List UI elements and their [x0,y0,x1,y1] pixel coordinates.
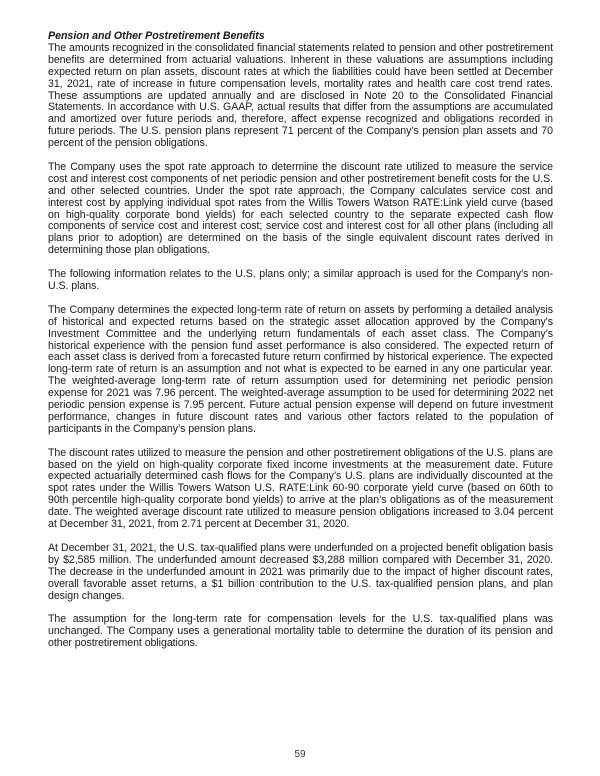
paragraph-underfunded-status: At December 31, 2021, the U.S. tax-qualified plans were underfunded on a projected benefit obligation basis by $2,585 million. The underfunded amount decreased $3,288 million compared with December 31, 2020. The decrease in the underfunded amount in 2021 was primarily due to the impact of higher discount rates, overall favorable asset returns, a $1 billion contribution to the U.S. tax-qualified pension plans, and plan design changes. [48,541,553,602]
page-number: 59 [294,749,306,760]
paragraph-spot-rate-approach: The Company uses the spot rate approach to determine the discount rate utilized to measure the service cost and interest cost components of net periodic pension and other postretirement benefit costs for the U.S. and other selected countries. Under the spot rate approach, the Company calculates service cost and interest cost by applying individual spot rates from the Willis Towers Watson RATE:Link yield curve (based on high-quality corporate bond yields) for each selected country to the separate expected cash flow components of service cost and interest cost; service cost and interest cost for all other plans (including all plans prior to adoption) are determined on the basis of the single equivalent discount rates derived in determining those plan obligations. [48,160,553,257]
paragraph-compensation-mortality: The assumption for the long-term rate for compensation levels for the U.S. tax-qualified plans was unchanged. The Company uses a generational mortality table to determine the duration of its pension and other postretirement obligations. [48,613,553,650]
section-heading: Pension and Other Postretirement Benefits [48,30,265,42]
paragraph-pension-assumptions: The amounts recognized in the consolidated financial statements related to pension and other postretirement benefits are determined from actuarial valuations. Inherent in these valuations are assumptions including expected return on plan assets, discount rates at which the liabilities could have been settled at December 31, 2021, rate of increase in future compensation levels, mortality rates and health care cost trend rates. These assumptions are updated annually and are disclosed in Note 20 to the Consolidated Financial Statements. In accordance with U.S. GAAP, actual results that differ from the assumptions are accumulated and amortized over future periods and, therefore, affect expense recognized and obligations recorded in future periods. The U.S. pension plans represent 71 percent of the Company’s pension plan assets and 70 percent of the pension obligations. [48,41,553,150]
paragraph-discount-rates: The discount rates utilized to measure the pension and other postretirement obligations of the U.S. plans are based on the yield on high-quality corporate fixed income investments at the measurement date. Future expected actuarially determined cash flows for the Company’s U.S. plans are individually discounted at the spot rates under the Willis Towers Watson U.S. RATE:Link 60-90 corporate yield curve (based on 60th to 90th percentile high-quality corporate bond yields) to arrive at the plan’s obligations as of the measurement date. The weighted average discount rate utilized to measure pension obligations increased to 3.04 percent at December 31, 2021, from 2.71 percent at December 31, 2020. [48,446,553,531]
paragraph-expected-return: The Company determines the expected long-term rate of return on assets by performing a detailed analysis of historical and expected returns based on the strategic asset allocation approved by the Company's Investment Committee and the underlying return fundamentals of each asset class. The Company’s historical experience with the pension fund asset performance is also considered. The expected return of each asset class is derived from a forecasted future return confirmed by historical experience. The expected long-term rate of return is an assumption and not what is expected to be earned in any one particular year. The weighted-average long-term rate of return assumption used for determining net periodic pension expense for 2021 was 7.96 percent. The weighted-average assumption to be used for determining 2022 net periodic pension expense is 7.95 percent. Future actual pension expense will depend on future investment performance, changes in future discount rates and various other factors related to the population of participants in the Company’s pension plans. [48,303,553,435]
document-page [48,31,553,662]
paragraph-us-plans-note: The following information relates to the U.S. plans only; a similar approach is used for the Company’s non-U.S. plans. [48,268,553,292]
